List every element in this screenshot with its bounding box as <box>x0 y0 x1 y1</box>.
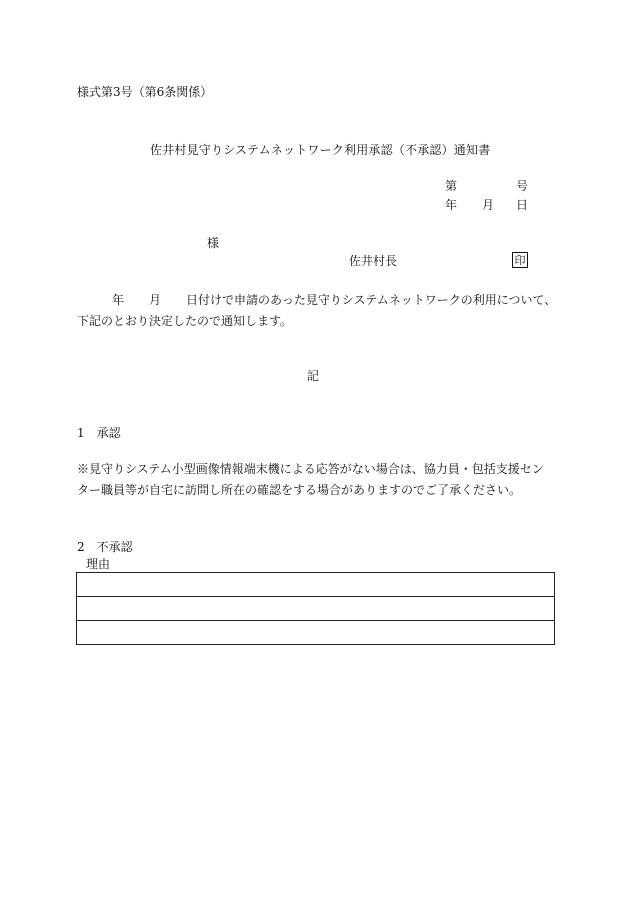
reason-table <box>76 572 555 645</box>
section-disapproval-heading: 2 不承認 <box>77 540 133 554</box>
body-line-2: 下記のとおり決定したので通知します。 <box>77 314 293 328</box>
document-title: 佐井村見守りシステムネットワーク利用承認（不承認）通知書 <box>150 143 491 157</box>
ki-heading: 記 <box>307 369 320 383</box>
seal-mark: 印 <box>512 252 528 268</box>
date-year-label: 年 <box>445 198 458 212</box>
reason-cell[interactable] <box>77 621 555 645</box>
reason-row <box>77 621 555 645</box>
approval-note-line-2: ター職員等が自宅に訪問し所在の確認をする場合がありますのでご了承ください。 <box>77 483 522 497</box>
body-month-label: 月 <box>149 293 162 307</box>
document-number-prefix: 第 <box>445 179 458 193</box>
form-number: 様式第3号（第6条関係） <box>77 85 213 99</box>
issuer-name: 佐井村長 <box>349 254 398 268</box>
document-number-suffix: 号 <box>516 179 529 193</box>
approval-note-line-1: ※見守りシステム小型画像情報端末機による応答がない場合は、協力員・包括支援セン <box>77 462 544 476</box>
reason-row <box>77 573 555 597</box>
reason-cell[interactable] <box>77 573 555 597</box>
section-approval-heading: 1 承認 <box>77 426 121 440</box>
addressee-suffix: 様 <box>207 236 220 250</box>
reason-row <box>77 597 555 621</box>
body-year-label: 年 <box>112 293 125 307</box>
body-line-1 <box>112 294 556 306</box>
body-line1-text: 日付けで申請のあった見守りシステムネットワークの利用について、 <box>186 293 557 307</box>
reason-cell[interactable] <box>77 597 555 621</box>
date-month-label: 月 <box>482 198 495 212</box>
date-day-label: 日 <box>516 198 529 212</box>
reason-label: 理由 <box>86 557 111 571</box>
